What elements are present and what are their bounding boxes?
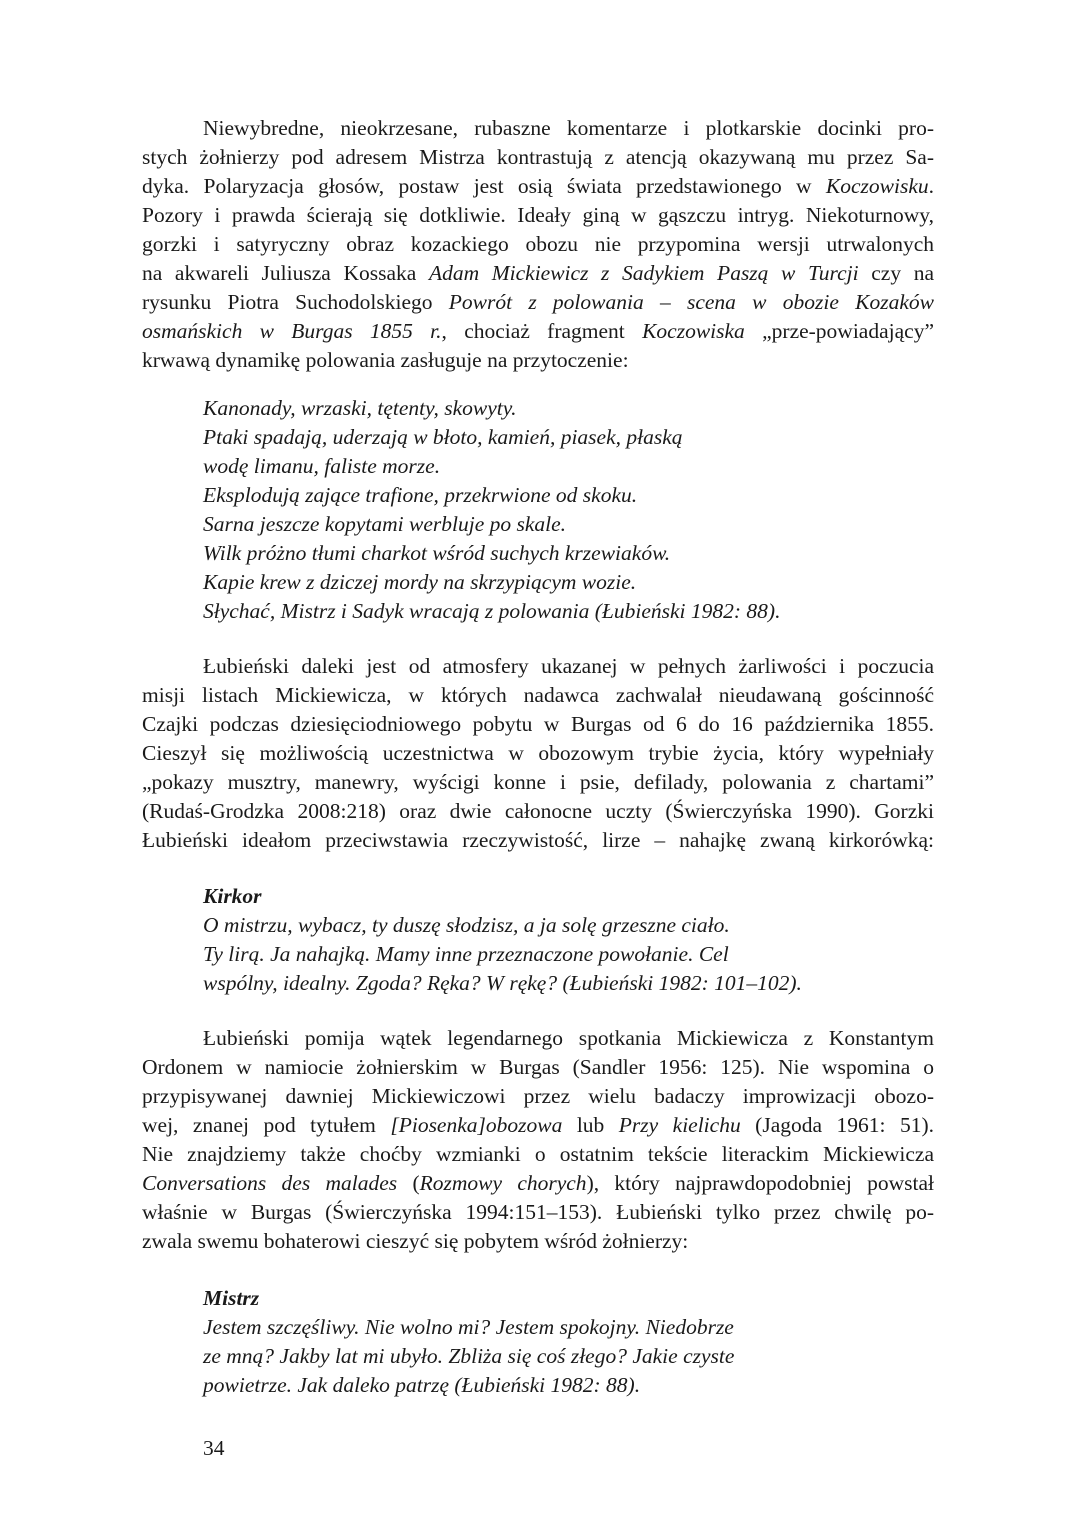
quote-line: Wilk próżno tłumi charkot wśród suchych krzewiaków. [203, 541, 671, 565]
text-line: na akwareli Juliusza Kossaka Adam Mickiewicz z Sadykiem Paszą w Turcji czy na [142, 261, 934, 285]
text-line: Conversations des malades (Rozmowy chorych), który najprawdopodobniej powstał [142, 1171, 934, 1195]
text-line: rysunku Piotra Suchodolskiego Powrót z polowania – scena w obozie Kozaków [142, 290, 934, 314]
text-line: Niewybredne, nieokrzesane, rubaszne komentarze i plotkarskie docinki pro- [203, 116, 934, 140]
quote-line: Eksplodują zające trafione, przekrwione od skoku. [203, 483, 638, 507]
text-line: dyka. Polaryzacja głosów, postaw jest osią świata przedstawionego w Koczowisku. [142, 174, 934, 198]
text-line: właśnie w Burgas (Świerczyńska 1994:151–153). Łubieński tylko przez chwilę po- [142, 1200, 934, 1224]
text-line: Ordonem w namiocie żołnierskim w Burgas (Sandler 1956: 125). Nie wspomina o [142, 1055, 934, 1079]
quote-line: powietrze. Jak daleko patrzę (Łubieński 1982: 88). [203, 1373, 641, 1397]
text-line: przypisywanej dawniej Mickiewiczowi przez wielu badaczy improwizacji obozo- [142, 1084, 934, 1108]
text-line: krwawą dynamikę polowania zasługuje na przytoczenie: [142, 348, 629, 372]
quote-mistrz [142, 1284, 934, 1400]
text-line: Czajki podczas dziesięciodniowego pobytu w Burgas od 6 do 16 października 1855. [142, 712, 934, 736]
text-line: osmańskich w Burgas 1855 r., chociaż fragment Koczowiska „prze-powiadający” [142, 319, 934, 343]
quote-hunting-verse [142, 394, 934, 626]
quote-line: Ptaki spadają, uderzają w błoto, kamień, piasek, płaską [203, 425, 683, 449]
quote-line: Sarna jeszcze kopytami werbluje po skale. [203, 512, 567, 536]
text-line: Nie znajdziemy także choćby wzmianki o ostatnim tekście literackim Mickiewicza [142, 1142, 934, 1166]
quote-line: wspólny, idealny. Zgoda? Ręka? W rękę? (Łubieński 1982: 101–102). [203, 971, 802, 995]
paragraph-2 [142, 652, 934, 855]
quote-line: Słychać, Mistrz i Sadyk wracają z polowania (Łubieński 1982: 88). [203, 599, 781, 623]
text-line: Łubieński daleki jest od atmosfery ukazanej w pełnych żarliwości i poczucia [203, 654, 934, 678]
text-line: (Rudaś-Grodzka 2008:218) oraz dwie całonocne uczty (Świerczyńska 1990). Gorzki [142, 799, 934, 823]
quote-line: Jestem szczęśliwy. Nie wolno mi? Jestem spokojny. Niedobrze [203, 1315, 734, 1339]
quote-line: ze mną? Jakby lat mi ubyło. Zbliża się coś złego? Jakie czyste [203, 1344, 735, 1368]
quote-line: O mistrzu, wybacz, ty duszę słodzisz, a ja solę grzeszne ciało. [203, 913, 730, 937]
speaker-name: Mistrz [203, 1286, 260, 1310]
text-line: misji listach Mickiewicza, w których nadawca zachwalał nieudawaną gościnność [142, 683, 934, 707]
text-line: Łubieński ideałom przeciwstawia rzeczywistość, lirze – nahajkę zwaną kirkorówką: [142, 828, 934, 852]
quote-line: wodę limanu, faliste morze. [203, 454, 441, 478]
text-line: Pozory i prawda ścierają się dotkliwie. Ideały giną w gąszczu intryg. Niekoturnowy, [142, 203, 934, 227]
text-line: gorzki i satyryczny obraz kozackiego obozu nie przypomina wersji utrwalonych [142, 232, 934, 256]
paragraph-3 [142, 1024, 934, 1256]
quote-kirkor [142, 882, 934, 998]
quote-line: Kanonady, wrzaski, tętenty, skowyty. [203, 396, 517, 420]
paragraph-1 [142, 114, 934, 375]
quote-line: Ty lirą. Ja nahajką. Mamy inne przeznaczone powołanie. Cel [203, 942, 729, 966]
text-line: Łubieński pomija wątek legendarnego spotkania Mickiewicza z Konstantym [203, 1026, 934, 1050]
text-line: „pokazy musztry, manewry, wyścigi konne i psie, defilady, polowania z chartami” [142, 770, 934, 794]
quote-line: Kapie krew z dziczej mordy na skrzypiącym wozie. [203, 570, 637, 594]
page-number: 34 [203, 1436, 225, 1460]
text-line: zwala swemu bohaterowi cieszyć się pobytem wśród żołnierzy: [142, 1229, 689, 1253]
text-line: stych żołnierzy pod adresem Mistrza kontrastują z atencją okazywaną mu przez Sa- [142, 145, 934, 169]
text-line: wej, znanej pod tytułem [Piosenka]obozowa lub Przy kielichu (Jagoda 1961: 51). [142, 1113, 934, 1137]
text-line: Cieszył się możliwością uczestnictwa w obozowym trybie życia, który wypełniały [142, 741, 934, 765]
speaker-name: Kirkor [203, 884, 262, 908]
